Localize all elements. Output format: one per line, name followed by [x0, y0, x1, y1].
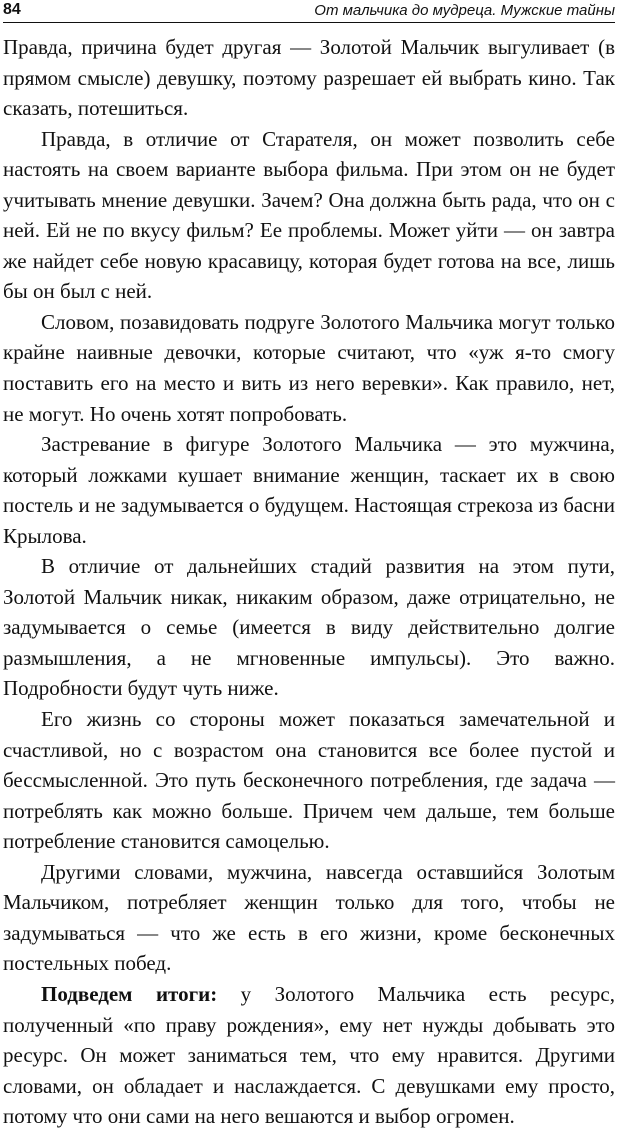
paragraph: Правда, в отличие от Старателя, он может позволить себе настоять на своем варианте выбора фильма. При этом он не будет учитывать мнение девушки. Зачем? Она должна быть рада, что он с ней. Ей не по вкусу фильм? Ее проблемы. Может уйти — он завтра же найдет себе новую красавицу, которая будет готова на все, лишь бы он был с ней.: [3, 126, 615, 304]
page-body: [3, 32, 615, 1132]
summary-lead: Подведем итоги:: [41, 981, 218, 1006]
paragraph: В отличие от дальнейших стадий развития на этом пути, Золотой Мальчик никак, никаким образом, даже отрицательно, не задумывается о семье (имеется в виду действительно долгие размышления, а не мгновенные импульсы). Это важно. Подробности будут чуть ниже.: [3, 554, 615, 701]
paragraph: Правда, причина будет другая — Золотой Мальчик выгуливает (в прямом смысле) девушку, поэтому разрешает ей выбрать кино. Так сказать, потешиться.: [3, 35, 615, 121]
running-title: От мальчика до мудреца. Мужские тайны: [314, 2, 615, 19]
paragraph: Словом, позавидовать подруге Золотого Мальчика могут только крайне наивные девочки, которые считают, что «уж я-то смогу поставить его на место и вить из него веревки». Как правило, нет, не могут. Но очень хотят попробовать.: [3, 309, 615, 426]
paragraph: Другими словами, мужчина, навсегда оставшийся Золотым Мальчиком, потребляет женщин только для того, чтобы не задумываться — что же есть в его жизни, кроме бесконечных постельных побед.: [3, 859, 615, 976]
paragraph: Его жизнь со стороны может показаться замечательной и счастливой, но с возрастом она становится все более пустой и бессмысленной. Это путь бесконечного потребления, где задача — потреблять как можно больше. Причем чем дальше, тем больше потребление становится самоцелью.: [3, 707, 615, 854]
paragraph: Застревание в фигуре Золотого Мальчика — это мужчина, который ложками кушает внимание женщин, таскает их в свою постель и не задумывается о будущем. Настоящая стрекоза из басни Крылова.: [3, 432, 615, 548]
page-header: [3, 0, 615, 23]
page-number: 84: [3, 1, 21, 18]
summary-text: у Золотого Мальчика есть ресурс, полученный «по праву рождения», ему нет нужды добывать это ресурс. Он может заниматься тем, что ему нравится. Другими словами, он обладает и наслаждается. С девушками ему просто, потому что они сами на него вешаются и выбор огромен.: [3, 981, 615, 1129]
summary-paragraph: [3, 979, 615, 1132]
